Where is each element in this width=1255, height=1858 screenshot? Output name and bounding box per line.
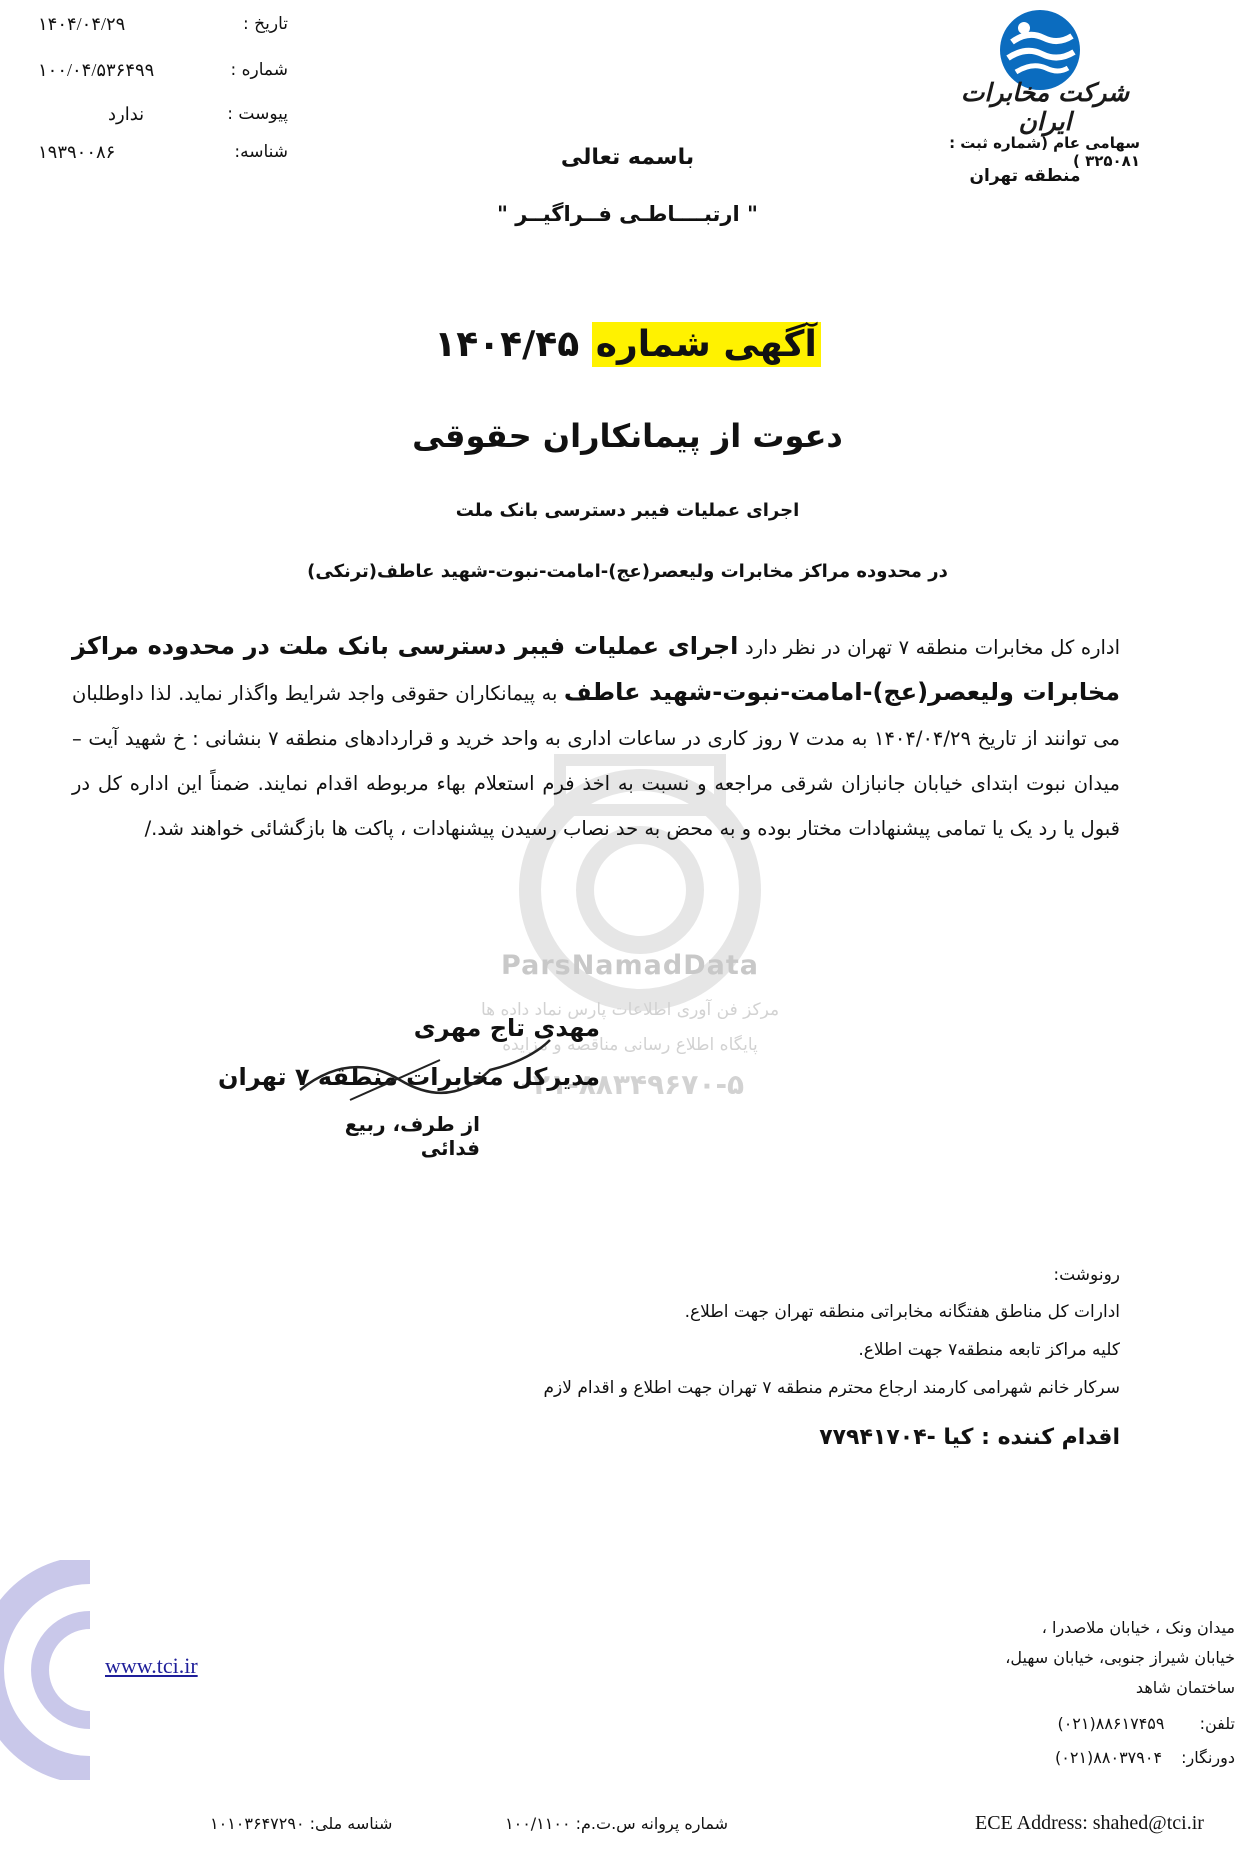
watermark-phone: ۰۲۱-۸۸۳۴۹۶۷۰-۵ [515, 1068, 745, 1101]
notice-title [0, 324, 1255, 365]
meta-attachment [18, 104, 288, 134]
address-line: ساختمان شاهد [1135, 1678, 1235, 1697]
meta-number-value: ۱۰۰/۰۴/۵۳۶۴۹۹ [38, 60, 155, 80]
region-label: منطقه تهران [969, 166, 1081, 186]
cc-item: کلیه مراکز تابعه منطقه۷ جهت اطلاع. [858, 1340, 1120, 1360]
notice-body-part1: اداره کل مخابرات منطقه ۷ تهران در نظر دارد [738, 636, 1121, 659]
fax-label: دورنگار: [1181, 1748, 1235, 1767]
meta-attachment-label: پیوست : [227, 104, 288, 124]
signature-scribble-icon [290, 1030, 560, 1110]
action-by: اقدام کننده : کیا -۷۷۹۴۱۷۰۴ [819, 1425, 1120, 1450]
license-number: شماره پروانه س.ت.م: ۱۰۰/۱۱۰۰ [505, 1814, 728, 1833]
fax-value: (۰۲۱)۸۸۰۳۷۹۰۴ [1055, 1748, 1163, 1767]
watermark-line2: پایگاه اطلاع رسانی مناقصه و مزایده [502, 1035, 758, 1055]
notice-title-highlight: آگهی شماره [592, 322, 821, 367]
meta-date [18, 14, 288, 44]
meta-number-label: شماره : [230, 60, 288, 80]
phone-row [1057, 1714, 1235, 1733]
cc-item: سرکار خانم شهرامی کارمند ارجاع محترم منطقه ۷ تهران جهت اطلاع و اقدام لازم [543, 1378, 1120, 1398]
notice-body [72, 624, 1120, 851]
motto: " ارتبــــاطـی فــراگیــر " [497, 202, 758, 226]
signatory-on-behalf: از طرف، ربیع فدائی [344, 1112, 480, 1160]
website-link[interactable]: www.tci.ir [105, 1653, 198, 1678]
phone-label: تلفن: [1199, 1714, 1235, 1733]
meta-date-value: ۱۴۰۴/۰۴/۲۹ [38, 14, 126, 34]
watermark-brand: ParsNamadData [501, 950, 759, 981]
notice-scope: در محدوده مراکز مخابرات ولیعصر(عج)-امامت-نبوت-شهید عاطف(ترنکی) [307, 561, 948, 582]
fax-row [1055, 1748, 1235, 1767]
registration-number: سهامی عام (شماره ثبت : ۳۲۵۰۸۱ ) [949, 134, 1140, 170]
cc-label: رونوشت: [1053, 1265, 1120, 1285]
meta-id-value: ۱۹۳۹۰۰۸۶ [38, 142, 116, 162]
phone-value: (۰۲۱)۸۸۶۱۷۴۵۹ [1057, 1714, 1165, 1733]
meta-date-label: تاریخ : [243, 14, 288, 34]
invite-heading: دعوت از پیمانکاران حقوقی [412, 417, 843, 455]
cc-item: ادارات کل مناطق هفتگانه مخابراتی منطقه تهران جهت اطلاع. [684, 1302, 1120, 1322]
address-line: خیابان شیراز جنوبی، خیابان سهیل، [1005, 1648, 1235, 1667]
signatory-name: مهدی تاج مهری [413, 1014, 600, 1042]
footer-logo-icon [0, 1560, 100, 1780]
signatory-title: مدیرکل مخابرات منطقه ۷ تهران [218, 1063, 600, 1091]
meta-attachment-value: ندارد [108, 104, 145, 124]
ece-address: ECE Address: shahed@tci.ir [975, 1812, 1204, 1834]
national-id: شناسه ملی: ۱۰۱۰۳۶۴۷۲۹۰ [210, 1814, 393, 1833]
address-line: میدان ونک ، خیابان ملاصدرا ، [1041, 1618, 1235, 1637]
notice-body-bold: اجرای عملیات فیبر دسترسی بانک ملت در محدوده مراکز مخابرات ولیعصر(عج)-امامت-نبوت-شهید عاطف [72, 632, 1121, 706]
company-name: شرکت مخابرات ایران [960, 78, 1130, 136]
meta-number [18, 60, 288, 90]
notice-body-part2: به پیمانکاران حقوقی واجد شرایط واگذار نماید. لذا داوطلبان می توانند از تاریخ ۱۴۰۴/۰۴/۲۹ به مدت ۷ روز کاری در ساعات اداری به واحد خرید و قراردادهای منطقه ۷ بنشانی : خ شهید آیت – میدان نبوت ابتدای خیابان جانبازان شرقی مراجعه و نسبت به اخذ فرم استعلام بهاء مربوطه اقدام نمایند. ضمناً این اداره کل در قبول یا رد یک یا تمامی پیشنهادات مختار بوده و به محض به حد نصاب رسیدن پیشنهادات ، پاکت ها بازگشائی خواهند شد./ [72, 682, 1121, 840]
notice-subject: اجرای عملیات فیبر دسترسی بانک ملت [455, 500, 800, 521]
notice-number: ۱۴۰۴/۴۵ [434, 324, 580, 365]
basmele: باسمه تعالی [560, 145, 695, 170]
meta-id-label: شناسه: [234, 142, 288, 162]
watermark-line1: مرکز فن آوری اطلاعات پارس نماد داده ها [480, 1000, 780, 1020]
